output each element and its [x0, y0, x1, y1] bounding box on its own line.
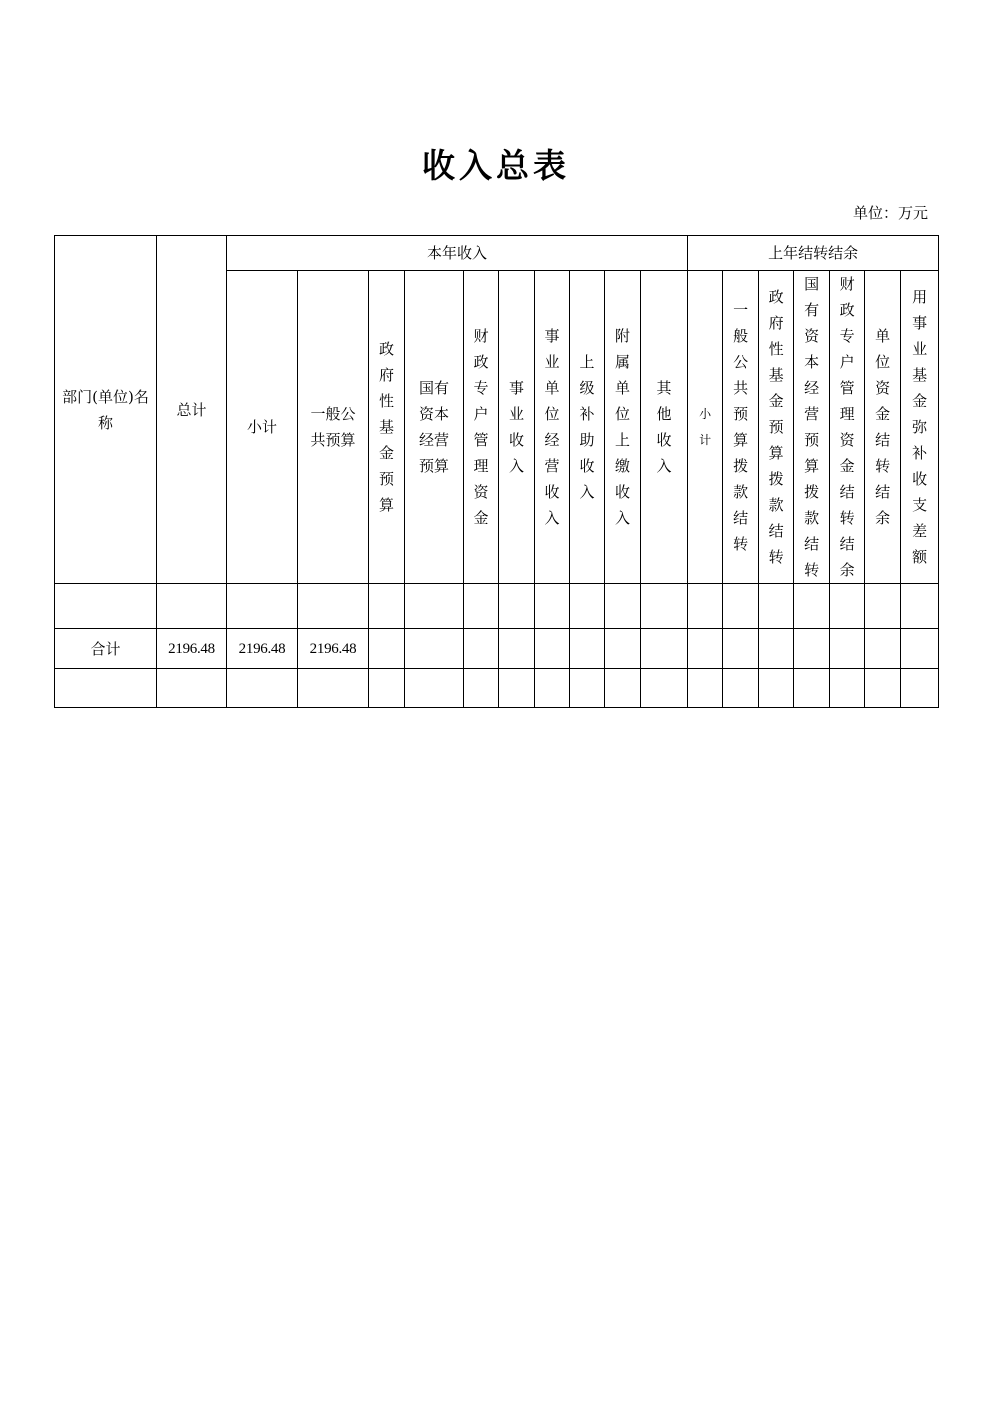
header-business-income: 事业收入: [499, 271, 535, 584]
page-title: 收入总表: [422, 146, 570, 185]
header-unit-fund-carryover: 单位资金结转结余: [865, 271, 901, 584]
header-subordinate-remittance-income: 附属单位上缴收入: [605, 271, 641, 584]
total-row-label: 合计: [55, 629, 157, 669]
header-state-capital-carryover: 国有资本经营预算拨款结转: [794, 271, 830, 584]
header-superior-subsidy-income: 上级补助收入: [570, 271, 605, 584]
header-gov-fund-budget: 政府性基金预算: [369, 271, 405, 584]
total-row-general-budget: 2196.48: [298, 629, 369, 669]
unit-label: 单位：万元: [852, 204, 928, 222]
table-row: [55, 669, 939, 708]
header-general-budget-carryover: 一般公共预算拨款结转: [723, 271, 759, 584]
header-fiscal-special-carryover: 财政专户管理资金结转结余: [830, 271, 865, 584]
header-gov-fund-carryover: 政府性基金预算拨款结转: [759, 271, 794, 584]
header-last-year-carryover: 上年结转结余: [688, 236, 939, 271]
income-summary-table: [54, 235, 939, 708]
header-last-year-subtotal: 小计: [688, 271, 723, 584]
header-general-public-budget: 一般公共预算: [298, 271, 369, 584]
header-this-year-subtotal: 小计: [227, 271, 298, 584]
header-business-fund-offset: 用事业基金弥补收支差额: [901, 271, 939, 584]
header-total: 总计: [157, 236, 227, 584]
header-other-income: 其他收入: [641, 271, 688, 584]
header-this-year-income: 本年收入: [227, 236, 688, 271]
total-row-total: 2196.48: [157, 629, 227, 669]
header-fiscal-special-account: 财政专户管理资金: [464, 271, 499, 584]
table-row-total: [55, 629, 939, 669]
header-state-capital-budget: 国有资本经营预算: [405, 271, 464, 584]
header-dept-name: 部门(单位)名称: [55, 236, 157, 584]
total-row-subtotal: 2196.48: [227, 629, 298, 669]
header-business-unit-operating-income: 事业单位经营收入: [535, 271, 570, 584]
table-row: [55, 584, 939, 629]
